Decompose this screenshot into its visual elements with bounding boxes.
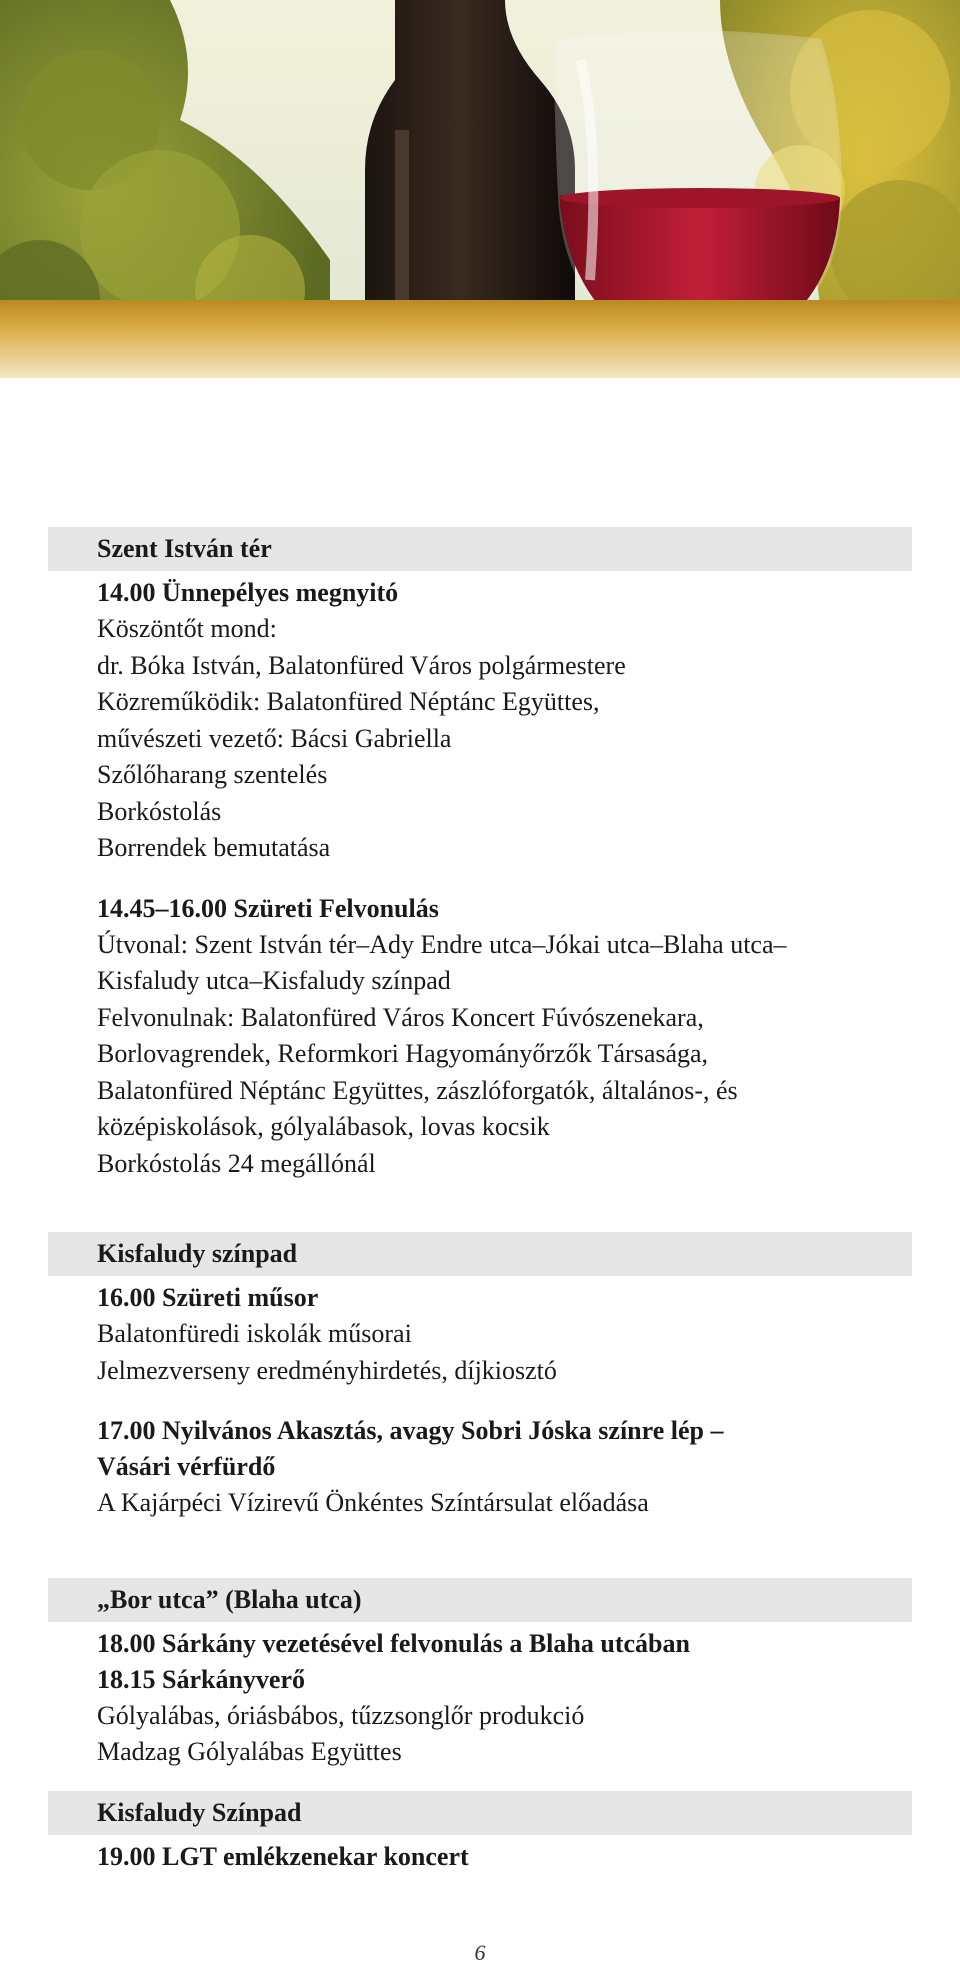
event-heading: 14.45–16.00 Szüreti Felvonulás: [97, 893, 439, 923]
event-heading: 17.00 Nyilvános Akasztás, avagy Sobri Jóska színre lép –: [97, 1416, 724, 1445]
section-title-kisfaludy-szinpad-2: Kisfaludy Színpad: [48, 1791, 912, 1835]
event-line: A Kajárpéci Vízirevű Önkéntes Színtársulat előadása: [97, 1488, 649, 1517]
event-heading: 14.00 Ünnepélyes megnyitó: [97, 578, 399, 607]
event-line: Közreműködik: Balatonfüred Néptánc Együttes,: [97, 687, 600, 716]
hero-image: [0, 0, 960, 378]
event-block: [0, 575, 960, 867]
event-line: Borrendek bemutatása: [97, 833, 331, 862]
event-line: Balatonfüred Néptánc Együttes, zászlóforgatók, általános-, és: [97, 1075, 738, 1105]
event-heading: 18.15 Sárkányverő: [97, 1664, 305, 1694]
page-number: 6: [474, 1940, 486, 1965]
event-line: Felvonulnak: Balatonfüred Város Koncert Fúvószenekara,: [97, 1002, 704, 1032]
program-content: [0, 527, 960, 1875]
event-line: Köszöntőt mond:: [97, 614, 277, 643]
event-line: dr. Bóka István, Balatonfüred Város polgármestere: [97, 650, 626, 680]
section-title-kisfaludy-szinpad: Kisfaludy színpad: [48, 1232, 912, 1276]
event-line: Madzag Gólyalábas Együttes: [97, 1737, 402, 1766]
event-line: Borkóstolás: [97, 796, 222, 826]
event-block: [0, 1280, 960, 1389]
event-line: Kisfaludy utca–Kisfaludy színpad: [97, 966, 451, 995]
event-line: művészeti vezető: Bácsi Gabriella: [97, 723, 452, 753]
event-heading: 18.00 Sárkány vezetésével felvonulás a Blaha utcában: [97, 1628, 690, 1658]
event-block: [0, 1839, 960, 1875]
event-line: középiskolások, gólyalábasok, lovas kocsik: [97, 1112, 550, 1141]
event-line: Útvonal: Szent István tér–Ady Endre utca–Jókai utca–Blaha utca–: [97, 929, 787, 959]
event-line: Gólyalábas, óriásbábos, tűzzsonglőr produkció: [97, 1700, 585, 1730]
section-title-szent-istvan-ter: Szent István tér: [48, 527, 912, 571]
section-title-bor-utca: „Bor utca” (Blaha utca): [48, 1578, 912, 1622]
event-line: Balatonfüredi iskolák műsorai: [97, 1319, 412, 1348]
event-heading: Vásári vérfürdő: [97, 1452, 276, 1481]
event-block: [0, 1413, 960, 1522]
event-heading: 16.00 Szüreti műsor: [97, 1283, 319, 1312]
event-line: Borkóstolás 24 megállónál: [97, 1148, 376, 1178]
event-block: [0, 1626, 960, 1771]
event-heading: 19.00 LGT emlékzenekar koncert: [97, 1841, 469, 1871]
event-block: [0, 891, 960, 1183]
event-line: Szőlőharang szentelés: [97, 760, 328, 789]
event-line: Jelmezverseny eredményhirdetés, díjkiosztó: [97, 1355, 557, 1385]
event-line: Borlovagrendek, Reformkori Hagyományőrzők Társasága,: [97, 1039, 709, 1068]
